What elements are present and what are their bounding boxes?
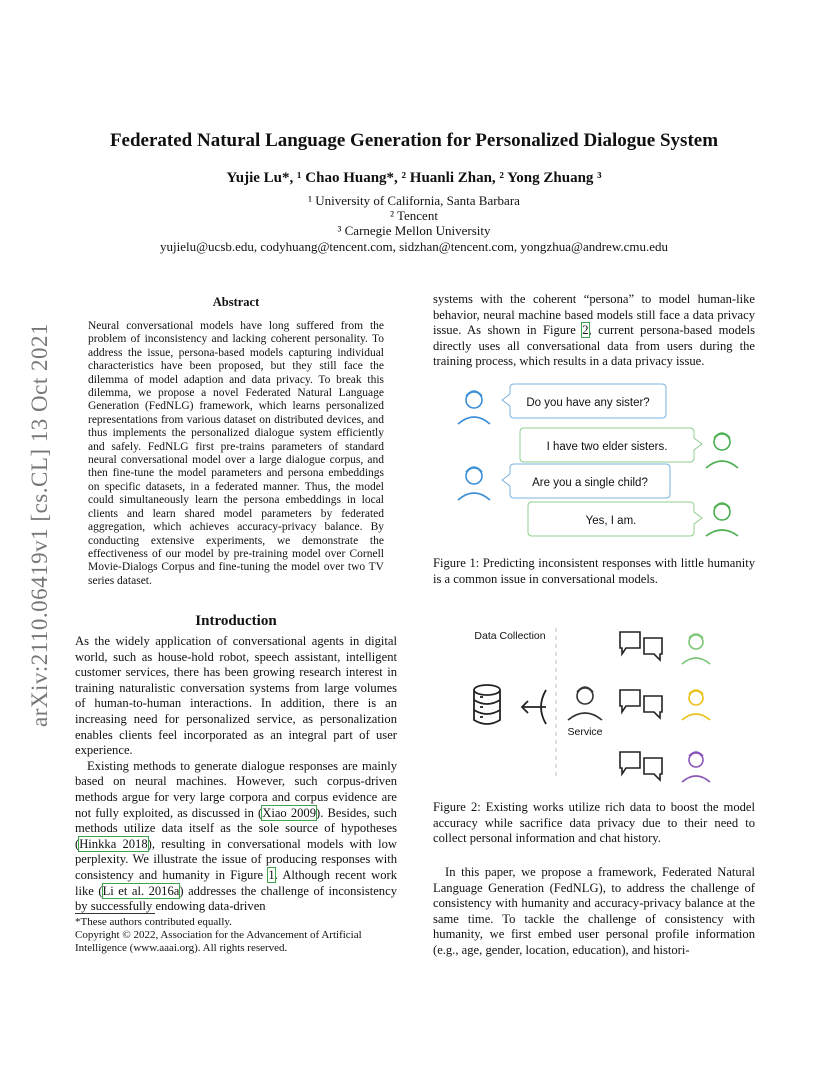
- abstract-text: Neural conversational models have long suffered from the problem of inconsistency and lacking coherent personality. To address the issue, persona-based models capturing individual characteristics have been proposed, but they still face the dilemma of model adaption and data privacy. To break this dilemma, we propose a novel Federated Natural Language Generation (FedNLG) framework, which learns personalized representations from various dataset on distributed devices, and thus implements the personalized dialogue system efficiently and safely. FedNLG first pre-trains parameters of standard neural conversational model over a large dialogue corpus, and then fine-tune the model parameters and persona embeddings on specific datasets, in a federated manner. Thus, the model could simultaneously learn the persona embeddings in local clients and learn shared model parameters by federated aggregation, which achieves accuracy-privacy balance. By conducting extensive experiments, we demonstrate the effectiveness of our model by pre-training model over Cornell Movie-Dialogs Corpus and fine-tuning the model over two TV series dataset.: [88, 320, 384, 587]
- footnote-rule: [75, 913, 155, 914]
- bot-icon: [706, 503, 738, 536]
- arrow-left-icon: [522, 690, 546, 724]
- figure-1-ref[interactable]: 1: [268, 867, 275, 882]
- introduction-heading: Introduction: [195, 613, 277, 629]
- bubble-text-3: Are you a single child?: [532, 477, 648, 489]
- affiliation-2: ² Tencent: [390, 208, 438, 223]
- user-icon: [682, 634, 710, 664]
- copyright-notice: Copyright © 2022, Association for the Advancement of Artificial Intelligence (www.aaai.org). All rights reserved.: [75, 929, 362, 954]
- chat-history-icon: [620, 752, 662, 780]
- abstract-heading: Abstract: [212, 295, 260, 309]
- figure-1-caption: Figure 1: Predicting inconsistent responses with little humanity is a common issue in conversational models.: [433, 556, 755, 586]
- bot-icon: [706, 433, 738, 468]
- right-column-top-text: [433, 292, 755, 370]
- left-column-text: [75, 634, 397, 915]
- citation-xiao[interactable]: Xiao 2009: [262, 805, 317, 820]
- affiliation-1: ¹ University of California, Santa Barbara: [308, 193, 520, 208]
- bubble-text-1: Do you have any sister?: [526, 397, 650, 409]
- equal-contribution-note: *These authors contributed equally.: [75, 916, 232, 928]
- dialogue-bubble-3: [502, 464, 670, 498]
- figure-2-ref[interactable]: 2: [582, 323, 589, 338]
- figure-2-data-collection: [440, 620, 760, 790]
- user-icon: [458, 467, 490, 500]
- chat-history-icon: [620, 690, 662, 718]
- intro-paragraph-2: Existing methods to generate dialogue responses are mainly based on neural machines. However, such corpus-driven methods argue for very large corpora and corpus evidence are not fully exploited, as discussed in (Xiao 2009). Besides, such methods utilize data itself as the sole source of hypotheses (Hinkka 2018), resulting in conversational models with low perplexity. We illustrate the issue of producing responses with consistency and humanity in Figure 1. Although recent work like (Li et al. 2016a) addresses the challenge of inconsistency by successfully endowing data-driven: [75, 758, 397, 914]
- dialogue-bubble-1: [502, 384, 666, 418]
- footnote: [75, 916, 397, 955]
- data-collection-label: Data Collection: [474, 630, 546, 642]
- dialogue-bubble-4: [528, 502, 702, 536]
- arxiv-id: arXiv:2110.06419v1 [cs.CL] 13 Oct 2021: [27, 323, 52, 727]
- user-icon: [682, 752, 710, 782]
- database-icon: [474, 685, 500, 724]
- intro-paragraph-3: systems with the coherent “persona” to model human-like behavior, neural machine based models still face a data privacy issue. As shown in Figure 2, current persona-based models directly uses all conversational data from users during the training process, which results in a data privacy issue.: [433, 292, 755, 369]
- citation-hinkka[interactable]: Hinkka 2018: [79, 836, 148, 851]
- bubble-text-2: I have two elder sisters.: [546, 441, 668, 453]
- user-icon: [458, 391, 490, 424]
- figure-1-dialogue: [440, 380, 760, 540]
- arxiv-stamp: [20, 290, 60, 760]
- chat-history-icon: [620, 632, 662, 660]
- author-emails: yujielu@ucsb.edu, codyhuang@tencent.com, sidzhan@tencent.com, yongzhua@andrew.cmu.edu: [159, 239, 669, 254]
- service-agent-icon: [568, 687, 602, 720]
- dialogue-bubble-2: [520, 428, 702, 462]
- citation-li[interactable]: Li et al. 2016a: [102, 883, 180, 898]
- service-label: Service: [567, 726, 603, 738]
- bubble-text-4: Yes, I am.: [585, 515, 637, 527]
- right-column-bottom-text: [433, 865, 755, 959]
- intro-paragraph-1: As the widely application of conversational agents in digital world, such as house-hold robot, speech assistant, intelligent customer services, there has been growing research interest in training naturalistic conversation systems from large volumes of human-to-human interactions. In addition, there is an increasing need for personalized service, as personalization enables clients feel incorporated as an integral part of user experience.: [75, 634, 397, 758]
- paper-title: Federated Natural Language Generation for Personalized Dialogue System: [109, 130, 719, 151]
- user-icon: [682, 690, 710, 720]
- intro-paragraph-4: In this paper, we propose a framework, Federated Natural Language Generation (FedNLG), to address the challenge of consistency with humanity and accuracy-privacy balance at the same time. To tackle the challenge of consistency with humanity, we first embed user personal profile information (e.g., age, gender, location, education), and histori-: [433, 865, 755, 957]
- paper-authors: Yujie Lu*, ¹ Chao Huang*, ² Huanli Zhan, ² Yong Zhuang ³: [226, 170, 602, 186]
- figure-2-caption: Figure 2: Existing works utilize rich data to boost the model accuracy while sacrifice data privacy due to their need to collect personal information and chat history.: [433, 800, 755, 846]
- affiliation-3: ³ Carnegie Mellon University: [337, 223, 491, 238]
